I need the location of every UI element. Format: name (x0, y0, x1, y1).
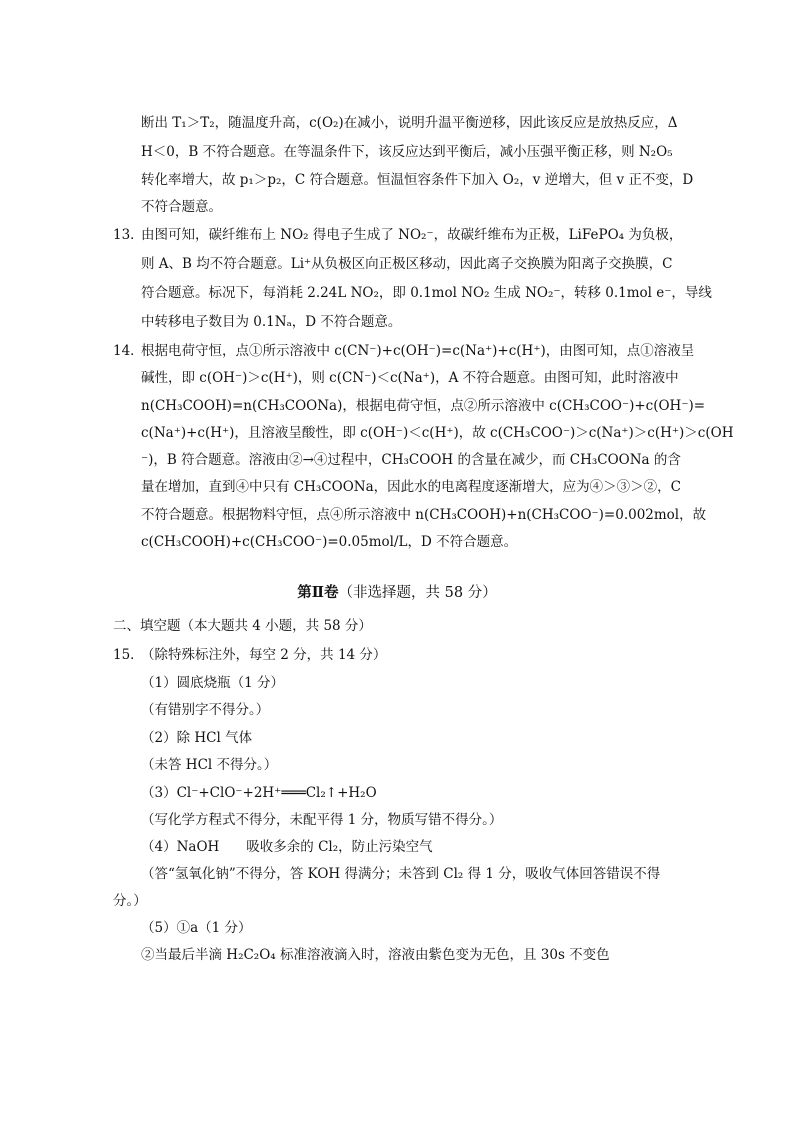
answer-14-number: 14． (113, 343, 144, 359)
answer-15-item-3: （3）Cl⁻+ClO⁻+2H⁺═══Cl₂↑+H₂O (141, 785, 377, 801)
answer-14-line-1: 根据电荷守恒，点①所示溶液中 c(CN⁻)+c(OH⁻)=c(Na⁺)+c(H⁺)，由图可知，点①溶液呈 (141, 343, 695, 359)
part-2-title (0, 584, 794, 602)
answer-15-note-2: （未答 HCl 不得分。） (141, 757, 278, 773)
answer-12-line-3: 转化率增大，故 p₁＞p₂，C 符合题意。恒温恒容条件下加入 O₂，v 逆增大，但 v 正不变，D (141, 172, 694, 188)
answer-15-item-5: （5）①a（1 分） (141, 920, 252, 936)
section-2-heading: 二、填空题（本大题共 4 小题，共 58 分） (113, 618, 372, 634)
answer-14-line-7: 不符合题意。根据物料守恒，点④所示溶液中 n(CH₃COOH)+n(CH₃COO⁻)=0.002mol，故 (141, 507, 707, 523)
answer-15-number: 15． (113, 647, 144, 663)
answer-12-line-4: 不符合题意。 (141, 199, 222, 215)
answer-13-number: 13． (113, 227, 144, 243)
part-2-title-label: 第Ⅱ卷 (297, 584, 339, 601)
answer-14-line-8: c(CH₃COOH)+c(CH₃COO⁻)=0.05mol/L，D 不符合题意。 (141, 534, 518, 550)
answer-14-line-3: n(CH₃COOH)=n(CH₃COONa)，根据电荷守恒，点②所示溶液中 c(CH₃COO⁻)+c(OH⁻)= (141, 398, 706, 414)
answer-13-line-1: 由图可知，碳纤维布上 NO₂ 得电子生成了 NO₂⁻，故碳纤维布为正极，LiFePO₄ 为负极， (141, 227, 683, 243)
answer-15-header: （除特殊标注外，每空 2 分，共 14 分） (141, 647, 387, 663)
answer-15-note-4-cont: 分。） (113, 893, 147, 909)
answer-15-note-3: （写化学方程式不得分，未配平得 1 分，物质写错不得分。） (141, 812, 503, 828)
answer-15-item-2: （2）除 HCl 气体 (141, 730, 253, 746)
answer-14-line-2: 碱性，即 c(OH⁻)＞c(H⁺)，则 c(CN⁻)＜c(Na⁺)，A 不符合题意。由图可知，此时溶液中 (141, 370, 679, 386)
answer-15-item-1: （1）圆底烧瓶（1 分） (141, 675, 284, 691)
part-2-title-note: （非选择题，共 58 分） (338, 585, 497, 601)
answer-15-item-5-2: ②当最后半滴 H₂C₂O₄ 标准溶液滴入时，溶液由紫色变为无色，且 30s 不变色 (141, 947, 610, 963)
answer-14-line-6: 量在增加，直到④中只有 CH₃COONa，因此水的电离程度逐渐增大，应为④＞③＞②，C (141, 479, 681, 495)
answer-12-line-1: 断出 T₁＞T₂，随温度升高，c(O₂)在减小，说明升温平衡逆移，因此该反应是放热反应，Δ (141, 115, 678, 131)
answer-13-line-2: 则 A、B 均不符合题意。Li⁺从负极区向正极区移动，因此离子交换膜为阳离子交换膜，C (141, 256, 673, 272)
answer-15-item-4: （4）NaOH 吸收多余的 Cl₂，防止污染空气 (141, 839, 433, 855)
answer-13-line-3: 符合题意。标况下，每消耗 2.24L NO₂，即 0.1mol NO₂ 生成 NO₂⁻，转移 0.1mol e⁻，导线 (141, 285, 712, 301)
answer-13-line-4: 中转移电子数目为 0.1Nₐ，D 不符合题意。 (141, 314, 402, 330)
answer-14-line-4: c(Na⁺)+c(H⁺)，且溶液呈酸性，即 c(OH⁻)＜c(H⁺)，故 c(CH₃COO⁻)＞c(Na⁺)＞c(H⁺)＞c(OH (141, 425, 734, 441)
answer-14-line-5: ⁻)，B 符合题意。溶液由②→④过程中，CH₃COOH 的含量在减少，而 CH₃COONa 的含 (141, 452, 681, 468)
answer-15-note-1: （有错别字不得分。） (141, 702, 270, 718)
answer-15-note-4: （答“氢氧化钠”不得分，答 KOH 得满分；未答到 Cl₂ 得 1 分，吸收气体回答错误不得 (141, 866, 661, 882)
answer-12-line-2: H＜0，B 不符合题意。在等温条件下，该反应达到平衡后，减小压强平衡正移，则 N₂O₅ (141, 144, 673, 160)
